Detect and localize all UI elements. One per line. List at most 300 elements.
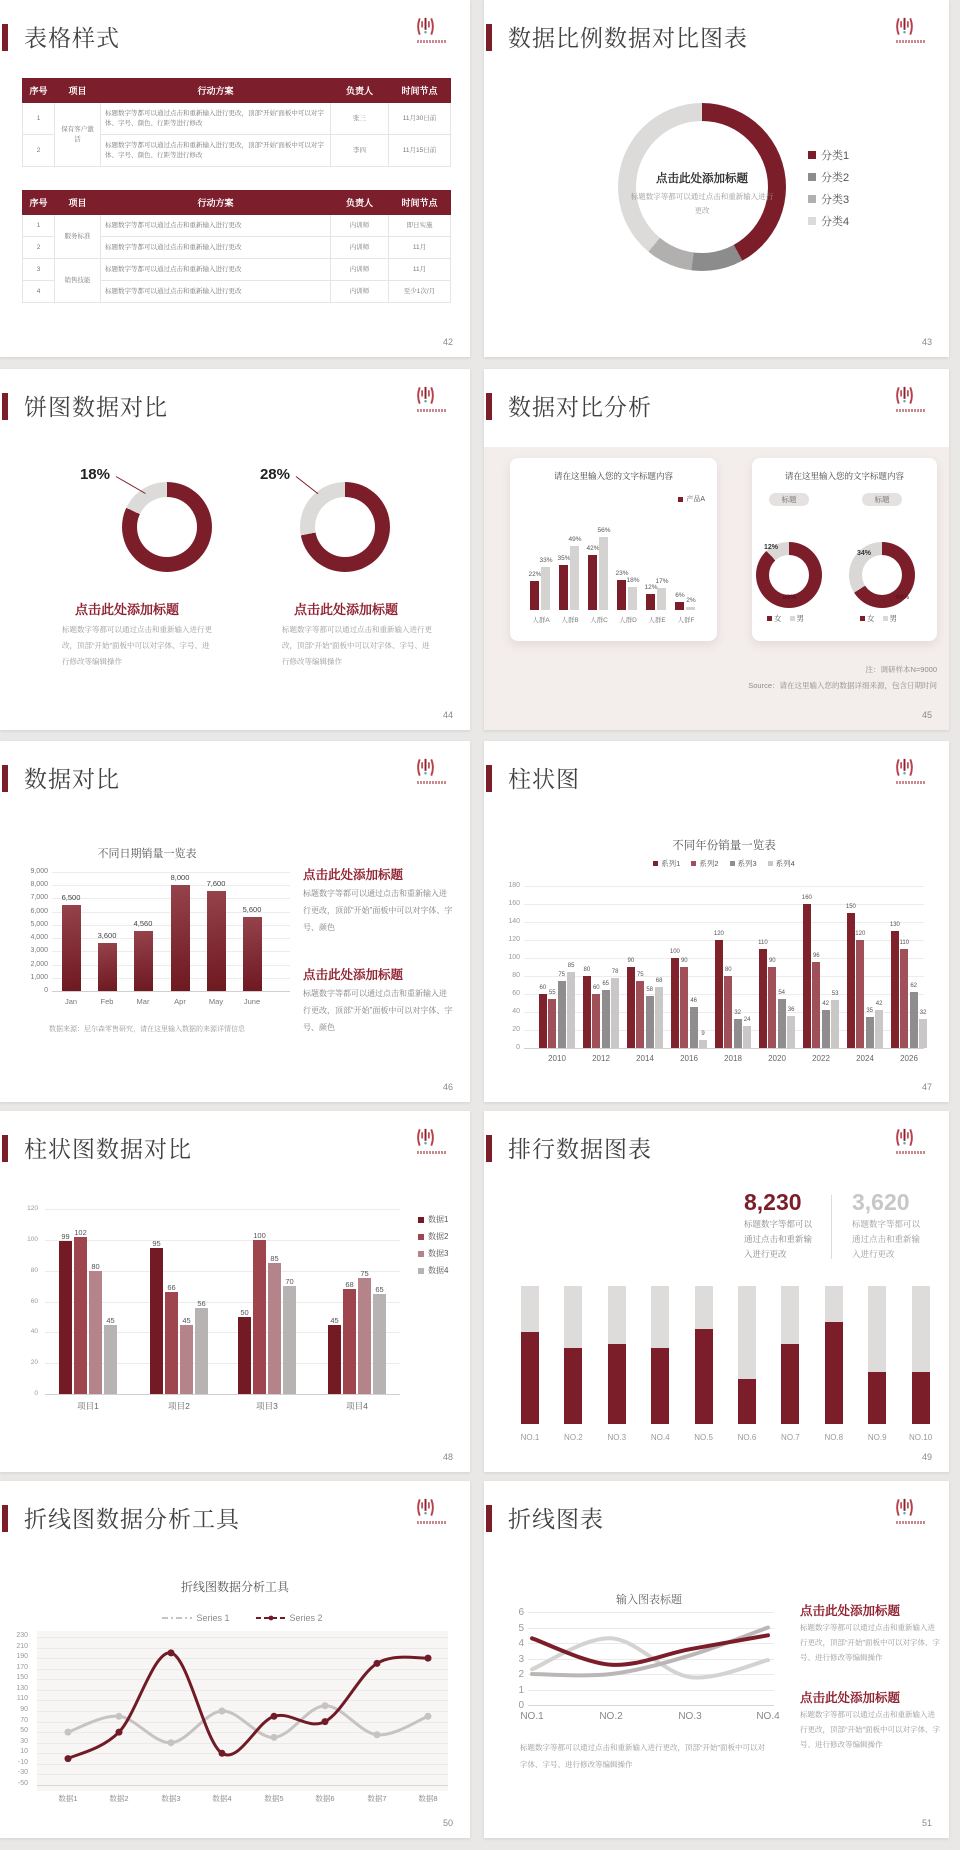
data-point-dot xyxy=(116,1729,123,1736)
bar-value-label: 6,500 xyxy=(61,893,81,903)
legend-item: 数据2 xyxy=(418,1228,448,1245)
y-tick-label: 150 xyxy=(16,1674,28,1682)
table-header-cell: 时间节点 xyxy=(389,191,451,215)
x-tick-label: 人群F xyxy=(677,617,695,624)
data-point-dot xyxy=(65,1729,72,1736)
data-point-dot xyxy=(116,1713,123,1720)
bar xyxy=(686,607,695,610)
slide-title: 饼图数据对比 xyxy=(24,394,168,420)
bar-value-label: 35% xyxy=(557,554,571,562)
page-number: 51 xyxy=(921,1818,932,1828)
bar-value-label: 100 xyxy=(253,1230,266,1240)
block-body: 标题数字等都可以通过点击和重新输入进行更改，顶部“开始”面板中可以对字体、字号、进行修改等编辑操作 xyxy=(800,1623,940,1662)
bar-value-label: 45 xyxy=(330,1315,339,1325)
bar xyxy=(602,990,610,1049)
card-title: 请在这里输入您的文字标题内容 xyxy=(553,471,673,481)
y-tick-label: 30 xyxy=(20,1737,28,1745)
title-accent-bar xyxy=(486,24,492,51)
y-tick-label: 40 xyxy=(30,1328,38,1336)
title-accent-bar xyxy=(2,393,8,420)
y-tick-label: 0 xyxy=(518,1700,524,1711)
y-tick-label: 0 xyxy=(516,1044,520,1051)
data-point-dot xyxy=(168,1649,175,1656)
logo-caption xyxy=(417,1151,447,1154)
callout-line xyxy=(296,476,319,494)
source-note: 数据来源：尼尔森零售研究，请在这里输入数据的来源详情信息 xyxy=(49,1026,245,1033)
donut-outer-label: 34% xyxy=(857,550,872,557)
bar xyxy=(627,967,635,1048)
table-header-row xyxy=(23,191,451,215)
data-point-dot xyxy=(271,1713,278,1720)
x-tick-label: 数据8 xyxy=(418,1794,438,1803)
bar xyxy=(646,594,655,610)
action-table-2 xyxy=(22,190,450,303)
bar-value-label: 18% xyxy=(626,576,640,584)
title-accent-bar xyxy=(486,393,492,420)
bar xyxy=(743,1026,751,1048)
x-tick-label: 数据2 xyxy=(109,1794,129,1803)
bar xyxy=(548,999,556,1049)
slide-title: 表格样式 xyxy=(24,25,120,51)
bar xyxy=(373,1294,386,1394)
x-tick-label: 数据6 xyxy=(315,1794,335,1803)
x-tick-label: NO.1 xyxy=(520,1711,544,1722)
y-tick-label: 2,000 xyxy=(30,960,48,968)
grid-line xyxy=(524,922,924,923)
bar xyxy=(283,1286,296,1394)
bar-value-label: 60 xyxy=(592,985,600,991)
data-table xyxy=(22,78,451,167)
y-tick-label: 2 xyxy=(518,1669,524,1680)
x-tick-label: 人群A xyxy=(532,617,550,624)
item-body: 标题数字等都可以通过点击和重新输入进行更改，顶部“开始”面板中可以对字体、字号、进行修改等编辑操作 xyxy=(282,625,432,666)
logo-caption xyxy=(417,40,447,43)
legend-swatch xyxy=(860,616,865,621)
y-tick-label: 40 xyxy=(512,1008,520,1015)
page-number: 42 xyxy=(442,337,453,347)
chart-title: 折线图数据分析工具 xyxy=(180,1580,289,1594)
table-cell: 标题数字等都可以通过点击和重新输入进行更改，顶部“开始”面板中可以对字体、字号、颜色、行距等进行修改 xyxy=(101,103,331,135)
bar-value-label: 80 xyxy=(724,967,732,973)
bar-value-label: 12% xyxy=(644,584,658,592)
bar xyxy=(866,1017,874,1049)
data-point-dot xyxy=(219,1708,226,1715)
y-tick-label: 50 xyxy=(20,1727,28,1735)
bar xyxy=(165,1292,178,1394)
bar xyxy=(734,1019,742,1048)
bar xyxy=(89,1271,102,1394)
bar-value-label: 53 xyxy=(831,991,839,998)
stat-value: 8,230 xyxy=(744,1189,802,1215)
legend-swatch xyxy=(418,1268,424,1274)
page-number: 50 xyxy=(442,1818,453,1828)
bar xyxy=(358,1278,371,1394)
bar xyxy=(671,958,679,1048)
block-title: 点击此处添加标题 xyxy=(303,968,404,982)
action-table-1 xyxy=(22,78,450,167)
title-accent-bar xyxy=(2,24,8,51)
bar-value-label: 2% xyxy=(686,597,696,605)
slide-51 xyxy=(484,1481,949,1838)
data-point-dot xyxy=(322,1718,329,1725)
proportion-donut-chart xyxy=(618,103,786,271)
y-tick-label: 7,000 xyxy=(30,894,48,902)
y-tick-label: 0 xyxy=(34,1390,38,1397)
bar-value-label: 90 xyxy=(680,958,688,964)
slide-42 xyxy=(0,0,470,357)
data-point-dot xyxy=(322,1702,329,1709)
x-tick-label: May xyxy=(208,997,224,1006)
legend-label: 分类1 xyxy=(821,150,850,162)
line-series-svg xyxy=(0,1481,465,1838)
bar-value-label: 9 xyxy=(701,1030,705,1037)
data-point-dot xyxy=(271,1734,278,1741)
legend-swatch xyxy=(808,173,816,181)
callout-line xyxy=(116,476,146,494)
donut-inner-label: 66% xyxy=(896,594,910,601)
hospital-logo-icon xyxy=(893,384,929,412)
table-cell: 11月30日前 xyxy=(389,103,451,135)
legend-item: 系列4 xyxy=(768,858,795,869)
bar xyxy=(150,1248,163,1395)
bar xyxy=(646,996,654,1048)
chart-legend xyxy=(808,144,849,232)
hospital-logo-icon xyxy=(893,15,929,43)
y-tick-label: 80 xyxy=(512,972,520,979)
legend-item: 女 xyxy=(860,613,875,624)
table-row xyxy=(23,215,451,237)
bar-value-label: 80 xyxy=(583,967,591,973)
y-tick-label: 20 xyxy=(512,1026,520,1033)
bar-value-label: 8,000 xyxy=(170,873,190,883)
bar-value-label: 22% xyxy=(528,571,542,579)
ranking-bar-fill xyxy=(912,1372,930,1424)
x-tick-label: NO.7 xyxy=(781,1433,800,1442)
bar xyxy=(541,567,550,610)
table-cell: 标题数字等都可以通过点击和重新输入进行更改 xyxy=(101,281,331,303)
grid-line xyxy=(45,1240,400,1241)
y-tick-label: 100 xyxy=(27,1235,38,1243)
chart-legend xyxy=(97,1613,388,1623)
ranking-bar-fill xyxy=(608,1344,626,1424)
table-header-cell: 负责人 xyxy=(331,191,389,215)
hospital-emblem-icon xyxy=(893,756,916,779)
donut-hole xyxy=(636,121,768,253)
x-tick-label: 2018 xyxy=(724,1054,742,1063)
table-row xyxy=(23,103,451,135)
x-tick-label: NO.1 xyxy=(520,1433,540,1442)
bar xyxy=(715,940,723,1048)
legend-item: 数据4 xyxy=(418,1262,448,1279)
bar-value-label: 42% xyxy=(586,545,600,553)
y-tick-label: 0 xyxy=(44,987,48,994)
bar-value-label: 45 xyxy=(182,1315,191,1325)
y-tick-label: 170 xyxy=(16,1663,28,1671)
page-number: 44 xyxy=(442,710,453,720)
hospital-logo-icon xyxy=(414,1126,450,1154)
legend-item xyxy=(808,210,849,232)
item-title: 点击此处添加标题 xyxy=(293,602,398,617)
bar xyxy=(803,904,811,1048)
bar-value-label: 33% xyxy=(539,557,553,565)
bar-value-label: 17% xyxy=(655,577,669,585)
source-note: Source：请在这里输入您的数据详细来源，包含日期时间 xyxy=(748,681,937,690)
bar xyxy=(570,546,579,610)
bar-value-label: 32 xyxy=(734,1010,742,1017)
table-cell: 标题数字等都可以通过点击和重新输入进行更改 xyxy=(101,215,331,237)
item-body: 标题数字等都可以通过点击和重新输入进行更改，顶部“开始”面板中可以对字体、字号、进行修改等编辑操作 xyxy=(62,625,212,666)
x-tick-label: 人群B xyxy=(561,617,579,624)
legend-item xyxy=(808,188,849,210)
hospital-emblem-icon xyxy=(414,1126,437,1149)
bar-value-label: 60 xyxy=(539,985,547,991)
donut-card xyxy=(752,458,937,641)
data-point-dot xyxy=(168,1739,175,1746)
x-tick-label: NO.6 xyxy=(737,1433,757,1442)
table-header-cell: 负责人 xyxy=(331,79,389,103)
bar-value-label: 32 xyxy=(919,1010,927,1017)
bar-value-label: 4,560 xyxy=(133,918,153,928)
logo-caption xyxy=(896,781,926,784)
x-tick-label: 数据3 xyxy=(161,1794,181,1803)
legend-swatch xyxy=(883,616,888,621)
table-cell: 标题数字等都可以通过点击和重新输入进行更改 xyxy=(101,237,331,259)
stat-value: 3,620 xyxy=(852,1189,910,1215)
bar-value-label: 56% xyxy=(597,527,611,535)
data-point-dot xyxy=(425,1655,432,1662)
legend-swatch xyxy=(653,861,658,866)
table-cell: 标题数字等都可以通过点击和重新输入进行更改，顶部“开始”面板中可以对字体、字号、颜色、行距等进行修改 xyxy=(101,135,331,167)
title-accent-bar xyxy=(2,765,8,792)
bar xyxy=(558,981,566,1049)
legend-line-marker xyxy=(162,1614,192,1622)
legend-label: 分类4 xyxy=(821,216,850,228)
table-cell: 4 xyxy=(23,281,55,303)
x-tick-label: 2016 xyxy=(680,1054,698,1063)
block-body: 标题数字等都可以通过点击和重新输入进行更改，顶部“开始”面板中可以对字体、字号、颜色 xyxy=(303,889,453,932)
legend-item: 系列2 xyxy=(691,858,718,869)
bar-value-label: 49% xyxy=(568,536,582,544)
slide-46 xyxy=(0,741,470,1102)
table-cell: 标题数字等都可以通过点击和重新输入进行更改 xyxy=(101,259,331,281)
x-tick-label: NO.4 xyxy=(650,1433,670,1442)
legend-swatch xyxy=(808,195,816,203)
legend-item: Series 1 xyxy=(162,1613,229,1623)
x-tick-label: 数据1 xyxy=(58,1794,78,1803)
title-accent-bar xyxy=(486,1135,492,1162)
legend-swatch xyxy=(767,616,772,621)
x-tick-label: NO.8 xyxy=(824,1433,844,1442)
bar xyxy=(171,885,190,991)
legend-label: 分类2 xyxy=(821,172,850,184)
bar-value-label: 68 xyxy=(345,1280,354,1290)
bar xyxy=(891,931,899,1048)
x-tick-label: 数据7 xyxy=(367,1794,387,1803)
ranking-bar-fill xyxy=(781,1344,799,1424)
bar-value-label: 102 xyxy=(74,1227,87,1237)
donut-hole xyxy=(315,497,375,557)
bar-value-label: 65 xyxy=(602,980,610,987)
bar-value-label: 110 xyxy=(899,940,910,946)
bar xyxy=(680,967,688,1048)
bar xyxy=(243,917,262,991)
bar-value-label: 65 xyxy=(375,1284,384,1294)
y-tick-label: 8,000 xyxy=(30,881,48,889)
stat-body: 标题数字等都可以通过点击和重新输入进行更改 xyxy=(852,1219,921,1259)
y-tick-label: 1 xyxy=(518,1684,524,1696)
title-accent-bar xyxy=(486,765,492,792)
bar xyxy=(134,931,153,991)
bar xyxy=(768,967,776,1048)
logo-caption xyxy=(896,1151,926,1154)
bar xyxy=(910,992,918,1048)
bar xyxy=(690,1007,698,1048)
legend-item: 女 xyxy=(767,613,782,624)
logo-caption xyxy=(896,409,926,412)
table-cell: 3 xyxy=(23,259,55,281)
bar-value-label: 90 xyxy=(627,958,635,964)
bar-value-label: 150 xyxy=(845,904,856,910)
x-tick-label: 2012 xyxy=(592,1054,610,1063)
y-tick-label: 120 xyxy=(508,936,520,943)
grid-line xyxy=(524,1048,924,1049)
y-tick-label: 60 xyxy=(512,990,520,997)
grid-line xyxy=(524,886,924,887)
hospital-emblem-icon xyxy=(893,1126,916,1149)
hospital-emblem-icon xyxy=(893,15,916,38)
table-cell: 11月 xyxy=(389,259,451,281)
legend-swatch xyxy=(678,497,683,502)
table-cell: 11月 xyxy=(389,237,451,259)
legend-swatch xyxy=(730,861,735,866)
y-tick-label: 5,000 xyxy=(30,920,48,928)
pie-donut-chart xyxy=(122,482,212,572)
bar xyxy=(900,949,908,1048)
bar xyxy=(831,1000,839,1048)
y-tick-label: 140 xyxy=(508,918,520,925)
x-tick-label: NO.2 xyxy=(564,1433,583,1442)
bar xyxy=(875,1010,883,1048)
bar-value-label: 56 xyxy=(197,1298,206,1308)
y-tick-label: 6 xyxy=(518,1607,524,1618)
badge-label: 标题 xyxy=(862,493,902,506)
bar-value-label: 80 xyxy=(91,1261,100,1271)
bar-value-label: 68 xyxy=(655,977,663,984)
slide-title: 数据比例数据对比图表 xyxy=(508,25,748,51)
hospital-emblem-icon xyxy=(414,15,437,38)
percent-callout-label: 28% xyxy=(259,466,290,483)
table-header-cell: 序号 xyxy=(23,79,55,103)
x-tick-label: NO.9 xyxy=(867,1433,887,1442)
slide-50 xyxy=(0,1481,470,1838)
percent-callout-label: 18% xyxy=(79,466,110,483)
y-tick-label: 20 xyxy=(30,1359,38,1367)
line-series xyxy=(68,1706,428,1743)
table-header-row xyxy=(23,79,451,103)
page-number: 45 xyxy=(921,710,932,720)
y-tick-label: 230 xyxy=(16,1632,28,1639)
table-cell: 内训师 xyxy=(331,237,389,259)
ranking-bar-fill xyxy=(651,1348,669,1424)
slide-44 xyxy=(0,369,470,730)
x-tick-label: 2014 xyxy=(636,1054,654,1063)
y-tick-label: 4,000 xyxy=(30,934,48,942)
donut-center-body: 标题数字等都可以通过点击和重新输入进行更改 xyxy=(630,192,774,215)
bar xyxy=(207,891,226,992)
card-title: 请在这里输入您的文字标题内容 xyxy=(784,471,904,481)
y-tick-label: 4 xyxy=(518,1638,524,1649)
legend-swatch xyxy=(808,217,816,225)
legend-item xyxy=(808,166,849,188)
bar-value-label: 85 xyxy=(270,1254,279,1263)
donut-hole xyxy=(862,555,902,595)
data-table xyxy=(22,190,451,303)
y-tick-label: 3 xyxy=(518,1653,524,1665)
grid-line xyxy=(524,904,924,905)
bar xyxy=(539,994,547,1048)
bar-value-label: 66 xyxy=(167,1283,176,1293)
x-tick-label: 人群C xyxy=(590,617,608,624)
badge-label: 标题 xyxy=(769,493,809,506)
bar xyxy=(104,1325,117,1394)
title-accent-bar xyxy=(2,1135,8,1162)
line-series xyxy=(68,1653,428,1759)
chart-legend xyxy=(564,858,884,869)
ranking-bar-fill xyxy=(695,1329,713,1424)
bar-value-label: 96 xyxy=(812,952,820,959)
bar-value-label: 42 xyxy=(875,1001,883,1008)
data-point-dot xyxy=(425,1713,432,1720)
logo-caption xyxy=(417,409,447,412)
table-cell: 2 xyxy=(23,237,55,259)
bar xyxy=(74,1237,87,1394)
bar xyxy=(238,1317,251,1394)
table-cell: 销售技能 xyxy=(55,259,101,303)
bar-value-label: 75 xyxy=(558,971,566,978)
slide-47 xyxy=(484,741,949,1102)
table-cell: 1 xyxy=(23,215,55,237)
x-tick-label: 2024 xyxy=(856,1054,874,1063)
bar-value-label: 70 xyxy=(285,1277,294,1287)
y-tick-label: 6,000 xyxy=(30,907,48,915)
x-tick-label: 项目1 xyxy=(77,1401,99,1411)
table-cell: 服务标准 xyxy=(55,215,101,259)
y-tick-label: 1,000 xyxy=(30,973,48,981)
legend-item xyxy=(678,494,705,504)
x-tick-label: 数据5 xyxy=(264,1794,284,1803)
x-tick-label: 项目4 xyxy=(346,1401,368,1411)
legend-item: Series 2 xyxy=(256,1613,323,1623)
legend-row xyxy=(860,613,897,624)
x-tick-label: NO.3 xyxy=(607,1433,627,1442)
bar-value-label: 42 xyxy=(822,1001,830,1008)
x-tick-label: June xyxy=(243,997,261,1006)
x-tick-label: 人群E xyxy=(648,617,666,624)
y-tick-label: 70 xyxy=(20,1716,28,1724)
bar xyxy=(611,978,619,1048)
y-tick-label: 90 xyxy=(20,1706,28,1713)
legend-item: 数据1 xyxy=(418,1211,448,1228)
bar-value-label: 5,600 xyxy=(242,905,262,914)
bar xyxy=(919,1019,927,1048)
ranking-bar-fill xyxy=(521,1332,539,1425)
bar xyxy=(592,994,600,1048)
x-tick-label: 2010 xyxy=(548,1054,566,1063)
table-cell: 1 xyxy=(23,103,55,135)
table-cell: 2 xyxy=(23,135,55,167)
x-tick-label: 2020 xyxy=(768,1054,786,1063)
legend-label: 分类3 xyxy=(821,194,850,206)
